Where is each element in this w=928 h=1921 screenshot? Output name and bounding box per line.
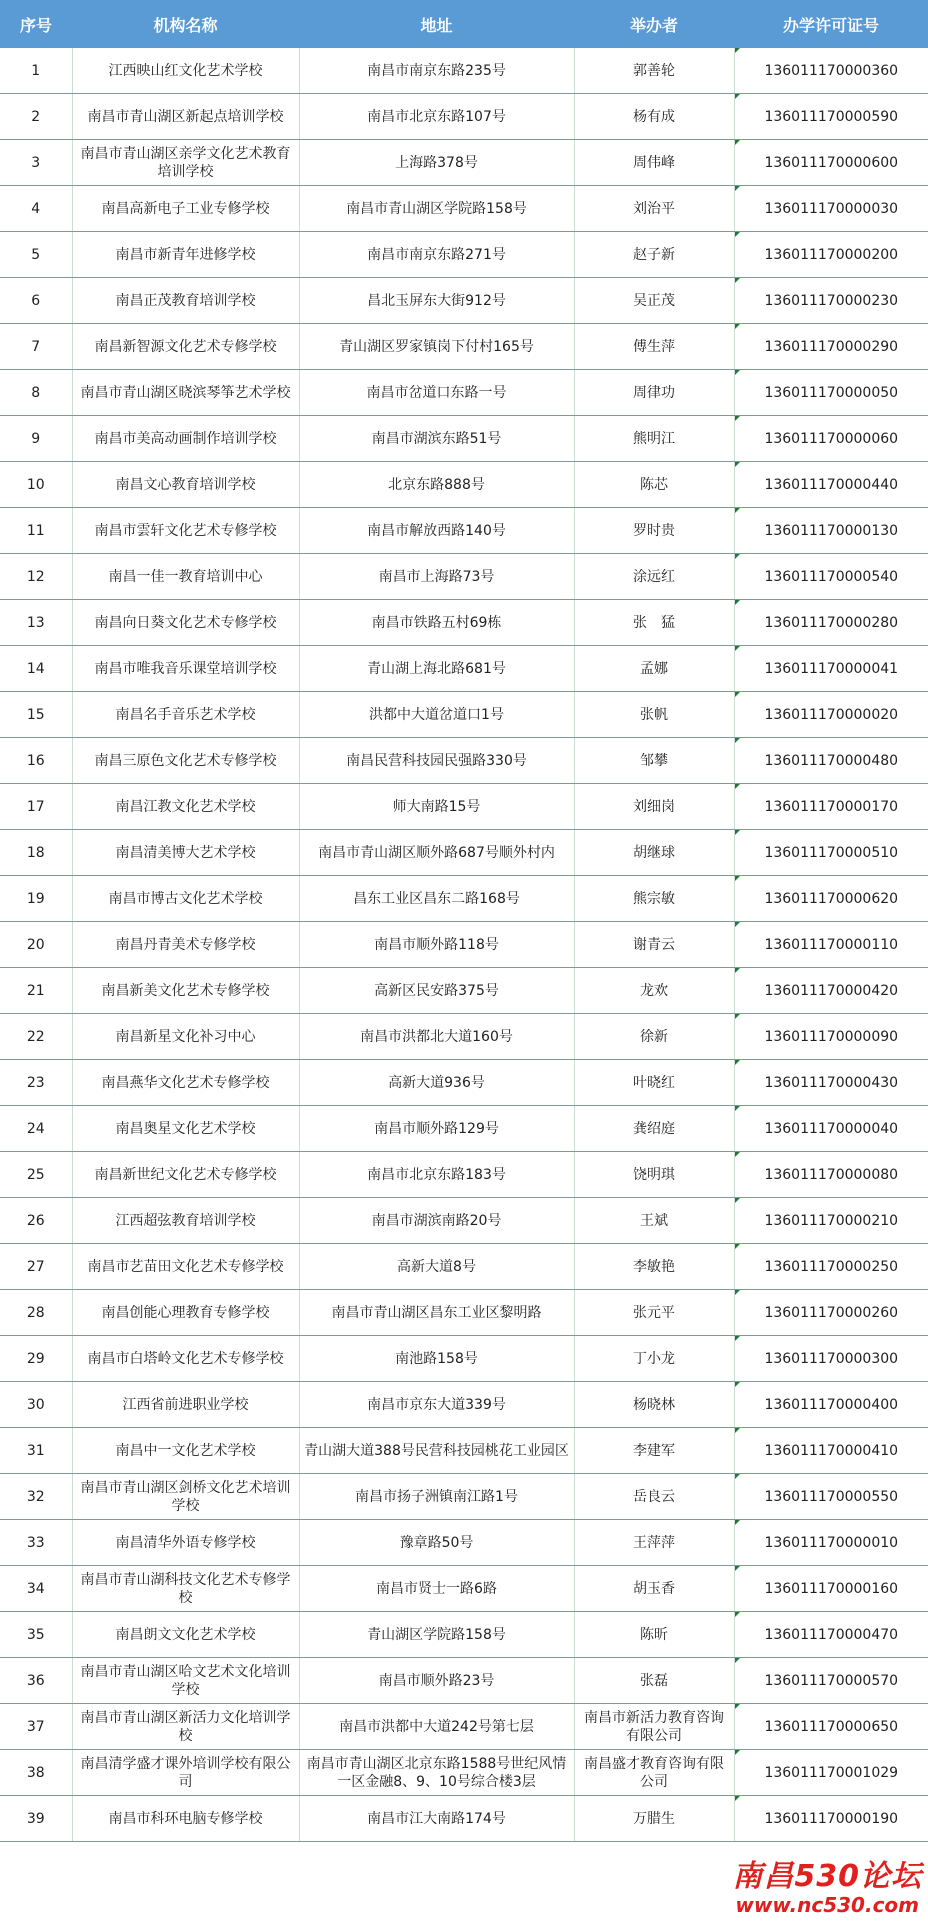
cell-license-number: 136011170000260: [734, 1290, 928, 1336]
table-row: [0, 186, 928, 232]
table-row: [0, 1750, 928, 1796]
cell-license-number: 136011170000440: [734, 462, 928, 508]
cell-institution-name: 南昌创能心理教育专修学校: [72, 1290, 299, 1336]
cell-license-number: 136011170000540: [734, 554, 928, 600]
table-row: [0, 508, 928, 554]
cell-license-number: 136011170000290: [734, 324, 928, 370]
cell-organizer: 张帆: [574, 692, 734, 738]
cell-organizer: 万腊生: [574, 1796, 734, 1842]
cell-index: 12: [0, 554, 72, 600]
cell-index: 6: [0, 278, 72, 324]
cell-address: 青山湖大道388号民营科技园桃花工业园区: [299, 1428, 574, 1474]
table-row: [0, 968, 928, 1014]
cell-index: 5: [0, 232, 72, 278]
cell-institution-name: 南昌新智源文化艺术专修学校: [72, 324, 299, 370]
cell-address: 青山湖上海北路681号: [299, 646, 574, 692]
cell-institution-name: 南昌市博古文化艺术学校: [72, 876, 299, 922]
table-row: [0, 600, 928, 646]
cell-license-number: 136011170000080: [734, 1152, 928, 1198]
cell-license-number: 136011170000010: [734, 1520, 928, 1566]
cell-organizer: 吴正茂: [574, 278, 734, 324]
cell-index: 37: [0, 1704, 72, 1750]
table-row: [0, 1382, 928, 1428]
cell-institution-name: 江西省前进职业学校: [72, 1382, 299, 1428]
cell-license-number: 136011170000570: [734, 1658, 928, 1704]
cell-institution-name: 南昌市雲轩文化艺术专修学校: [72, 508, 299, 554]
cell-institution-name: 南昌一佳一教育培训中心: [72, 554, 299, 600]
cell-license-number: 136011170000590: [734, 94, 928, 140]
cell-organizer: 熊明江: [574, 416, 734, 462]
cell-license-number: 136011170000110: [734, 922, 928, 968]
cell-license-number: 136011170000050: [734, 370, 928, 416]
table-row: [0, 462, 928, 508]
cell-license-number: 136011170000020: [734, 692, 928, 738]
cell-index: 8: [0, 370, 72, 416]
cell-address: 师大南路15号: [299, 784, 574, 830]
cell-license-number: 136011170000360: [734, 48, 928, 94]
cell-index: 25: [0, 1152, 72, 1198]
cell-organizer: 胡玉香: [574, 1566, 734, 1612]
cell-license-number: 136011170000470: [734, 1612, 928, 1658]
table-row: [0, 1106, 928, 1152]
cell-address: 南昌市北京东路183号: [299, 1152, 574, 1198]
cell-license-number: 136011170000210: [734, 1198, 928, 1244]
cell-address: 南昌市顺外路129号: [299, 1106, 574, 1152]
cell-institution-name: 南昌丹青美术专修学校: [72, 922, 299, 968]
cell-license-number: 136011170000160: [734, 1566, 928, 1612]
cell-organizer: 李建军: [574, 1428, 734, 1474]
table-body: [0, 48, 928, 1842]
cell-institution-name: 南昌清学盛才课外培训学校有限公司: [72, 1750, 299, 1796]
cell-organizer: 岳良云: [574, 1474, 734, 1520]
cell-address: 洪都中大道岔道口1号: [299, 692, 574, 738]
cell-index: 23: [0, 1060, 72, 1106]
cell-index: 19: [0, 876, 72, 922]
cell-institution-name: 南昌市唯我音乐课堂培训学校: [72, 646, 299, 692]
cell-institution-name: 南昌正茂教育培训学校: [72, 278, 299, 324]
cell-index: 17: [0, 784, 72, 830]
cell-index: 35: [0, 1612, 72, 1658]
cell-institution-name: 南昌清华外语专修学校: [72, 1520, 299, 1566]
cell-organizer: 孟娜: [574, 646, 734, 692]
header-license-number: 办学许可证号: [734, 0, 928, 48]
cell-address: 南昌市南京东路235号: [299, 48, 574, 94]
cell-index: 27: [0, 1244, 72, 1290]
cell-index: 22: [0, 1014, 72, 1060]
table-row: [0, 1566, 928, 1612]
cell-license-number: 136011170000620: [734, 876, 928, 922]
cell-organizer: 胡继球: [574, 830, 734, 876]
table-row: [0, 1658, 928, 1704]
header-row: [0, 0, 928, 48]
cell-index: 29: [0, 1336, 72, 1382]
cell-institution-name: 南昌市白塔岭文化艺术专修学校: [72, 1336, 299, 1382]
cell-organizer: 徐新: [574, 1014, 734, 1060]
table-row: [0, 1428, 928, 1474]
table-row: [0, 922, 928, 968]
cell-index: 34: [0, 1566, 72, 1612]
table-row: [0, 1290, 928, 1336]
cell-institution-name: 江西超弦教育培训学校: [72, 1198, 299, 1244]
cell-address: 昌东工业区昌东二路168号: [299, 876, 574, 922]
cell-organizer: 王萍萍: [574, 1520, 734, 1566]
cell-institution-name: 南昌市科环电脑专修学校: [72, 1796, 299, 1842]
cell-index: 38: [0, 1750, 72, 1796]
cell-organizer: 刘治平: [574, 186, 734, 232]
cell-address: 上海路378号: [299, 140, 574, 186]
cell-organizer: 熊宗敏: [574, 876, 734, 922]
cell-license-number: 136011170000510: [734, 830, 928, 876]
table-row: [0, 1198, 928, 1244]
cell-institution-name: 南昌新星文化补习中心: [72, 1014, 299, 1060]
cell-license-number: 136011170000200: [734, 232, 928, 278]
cell-address: 南昌市南京东路271号: [299, 232, 574, 278]
cell-institution-name: 南昌江教文化艺术学校: [72, 784, 299, 830]
cell-license-number: 136011170000041: [734, 646, 928, 692]
cell-address: 南昌市解放西路140号: [299, 508, 574, 554]
cell-institution-name: 南昌中一文化艺术学校: [72, 1428, 299, 1474]
table-row: [0, 1796, 928, 1842]
cell-address: 南昌市京东大道339号: [299, 1382, 574, 1428]
cell-index: 39: [0, 1796, 72, 1842]
cell-license-number: 136011170000090: [734, 1014, 928, 1060]
table-row: [0, 140, 928, 186]
header-index: 序号: [0, 0, 72, 48]
cell-organizer: 陈昕: [574, 1612, 734, 1658]
cell-address: 南昌市青山湖区北京东路1588号世纪风情一区金融8、9、10号综合楼3层: [299, 1750, 574, 1796]
cell-license-number: 136011170000250: [734, 1244, 928, 1290]
cell-index: 31: [0, 1428, 72, 1474]
cell-index: 18: [0, 830, 72, 876]
cell-organizer: 陈芯: [574, 462, 734, 508]
cell-organizer: 龚绍庭: [574, 1106, 734, 1152]
cell-index: 1: [0, 48, 72, 94]
table-row: [0, 830, 928, 876]
table-row: [0, 1152, 928, 1198]
cell-organizer: 丁小龙: [574, 1336, 734, 1382]
cell-license-number: 136011170000060: [734, 416, 928, 462]
cell-license-number: 136011170000280: [734, 600, 928, 646]
cell-address: 南昌市扬子洲镇南江路1号: [299, 1474, 574, 1520]
table-row: [0, 94, 928, 140]
table-row: [0, 1520, 928, 1566]
cell-institution-name: 南昌名手音乐艺术学校: [72, 692, 299, 738]
cell-index: 9: [0, 416, 72, 462]
cell-license-number: 136011170000550: [734, 1474, 928, 1520]
cell-license-number: 136011170000400: [734, 1382, 928, 1428]
cell-index: 7: [0, 324, 72, 370]
cell-index: 4: [0, 186, 72, 232]
cell-license-number: 136011170000410: [734, 1428, 928, 1474]
cell-address: 高新大道936号: [299, 1060, 574, 1106]
table-row: [0, 370, 928, 416]
cell-organizer: 李敏艳: [574, 1244, 734, 1290]
cell-institution-name: 南昌文心教育培训学校: [72, 462, 299, 508]
watermark-url: www.nc530.com: [735, 1893, 919, 1917]
cell-institution-name: 南昌高新电子工业专修学校: [72, 186, 299, 232]
cell-address: 南昌市顺外路23号: [299, 1658, 574, 1704]
cell-institution-name: 南昌市青山湖区剑桥文化艺术培训学校: [72, 1474, 299, 1520]
cell-institution-name: 南昌市艺苗田文化艺术专修学校: [72, 1244, 299, 1290]
cell-address: 高新区民安路375号: [299, 968, 574, 1014]
cell-index: 36: [0, 1658, 72, 1704]
cell-institution-name: 南昌市美高动画制作培训学校: [72, 416, 299, 462]
table-row: [0, 1060, 928, 1106]
cell-license-number: 136011170000030: [734, 186, 928, 232]
table-row: [0, 48, 928, 94]
cell-organizer: 饶明琪: [574, 1152, 734, 1198]
header-organizer: 举办者: [574, 0, 734, 48]
table-row: [0, 554, 928, 600]
table-row: [0, 278, 928, 324]
cell-organizer: 赵子新: [574, 232, 734, 278]
cell-organizer: 周伟峰: [574, 140, 734, 186]
cell-index: 21: [0, 968, 72, 1014]
cell-address: 南昌市洪都北大道160号: [299, 1014, 574, 1060]
cell-address: 南昌市青山湖区昌东工业区黎明路: [299, 1290, 574, 1336]
cell-address: 南昌市岔道口东路一号: [299, 370, 574, 416]
cell-institution-name: 南昌三原色文化艺术专修学校: [72, 738, 299, 784]
cell-organizer: 周律功: [574, 370, 734, 416]
table-row: [0, 738, 928, 784]
cell-address: 昌北玉屏东大街912号: [299, 278, 574, 324]
cell-address: 南池路158号: [299, 1336, 574, 1382]
cell-address: 高新大道8号: [299, 1244, 574, 1290]
cell-address: 南昌市北京东路107号: [299, 94, 574, 140]
table-row: [0, 646, 928, 692]
cell-institution-name: 南昌市青山湖区哈文艺术文化培训学校: [72, 1658, 299, 1704]
cell-license-number: 136011170000430: [734, 1060, 928, 1106]
cell-license-number: 136011170000130: [734, 508, 928, 554]
cell-institution-name: 南昌向日葵文化艺术专修学校: [72, 600, 299, 646]
cell-institution-name: 南昌市青山湖区亲学文化艺术教育培训学校: [72, 140, 299, 186]
cell-institution-name: 南昌市青山湖科技文化艺术专修学校: [72, 1566, 299, 1612]
cell-organizer: 张磊: [574, 1658, 734, 1704]
cell-index: 28: [0, 1290, 72, 1336]
cell-address: 南昌市铁路五村69栋: [299, 600, 574, 646]
cell-index: 2: [0, 94, 72, 140]
table-row: [0, 1474, 928, 1520]
cell-address: 南昌市湖滨南路20号: [299, 1198, 574, 1244]
table-row: [0, 692, 928, 738]
cell-address: 青山湖区学院路158号: [299, 1612, 574, 1658]
cell-license-number: 136011170000600: [734, 140, 928, 186]
cell-institution-name: 南昌燕华文化艺术专修学校: [72, 1060, 299, 1106]
cell-license-number: 136011170000300: [734, 1336, 928, 1382]
table-row: [0, 1336, 928, 1382]
cell-index: 16: [0, 738, 72, 784]
cell-institution-name: 南昌市新青年进修学校: [72, 232, 299, 278]
cell-license-number: 136011170000650: [734, 1704, 928, 1750]
cell-license-number: 136011170000170: [734, 784, 928, 830]
cell-organizer: 南昌盛才教育咨询有限公司: [574, 1750, 734, 1796]
cell-index: 11: [0, 508, 72, 554]
cell-organizer: 傅生萍: [574, 324, 734, 370]
cell-address: 南昌市顺外路118号: [299, 922, 574, 968]
cell-address: 南昌市贤士一路6路: [299, 1566, 574, 1612]
cell-institution-name: 南昌市青山湖区新活力文化培训学校: [72, 1704, 299, 1750]
cell-index: 24: [0, 1106, 72, 1152]
cell-index: 10: [0, 462, 72, 508]
cell-address: 南昌市上海路73号: [299, 554, 574, 600]
cell-license-number: 136011170000420: [734, 968, 928, 1014]
cell-address: 南昌市青山湖区顺外路687号顺外村内: [299, 830, 574, 876]
table-row: [0, 1704, 928, 1750]
cell-license-number: 136011170001029: [734, 1750, 928, 1796]
cell-address: 南昌市江大南路174号: [299, 1796, 574, 1842]
cell-address: 南昌市洪都中大道242号第七层: [299, 1704, 574, 1750]
watermark-title: 南昌530论坛: [732, 1858, 922, 1894]
cell-license-number: 136011170000040: [734, 1106, 928, 1152]
cell-address: 北京东路888号: [299, 462, 574, 508]
cell-institution-name: 南昌新美文化艺术专修学校: [72, 968, 299, 1014]
table-row: [0, 1244, 928, 1290]
cell-license-number: 136011170000230: [734, 278, 928, 324]
cell-address: 豫章路50号: [299, 1520, 574, 1566]
header-institution-name: 机构名称: [72, 0, 299, 48]
cell-address: 南昌民营科技园民强路330号: [299, 738, 574, 784]
cell-index: 14: [0, 646, 72, 692]
cell-index: 33: [0, 1520, 72, 1566]
cell-organizer: 邹攀: [574, 738, 734, 784]
table-row: [0, 416, 928, 462]
cell-license-number: 136011170000480: [734, 738, 928, 784]
cell-institution-name: 南昌市青山湖区新起点培训学校: [72, 94, 299, 140]
cell-index: 32: [0, 1474, 72, 1520]
cell-institution-name: 南昌新世纪文化艺术专修学校: [72, 1152, 299, 1198]
cell-address: 南昌市青山湖区学院路158号: [299, 186, 574, 232]
header-address: 地址: [299, 0, 574, 48]
cell-license-number: 136011170000190: [734, 1796, 928, 1842]
cell-institution-name: 南昌朗文文化艺术学校: [72, 1612, 299, 1658]
table-row: [0, 1014, 928, 1060]
table-row: [0, 232, 928, 278]
cell-index: 3: [0, 140, 72, 186]
cell-institution-name: 江西映山红文化艺术学校: [72, 48, 299, 94]
table-row: [0, 876, 928, 922]
cell-index: 30: [0, 1382, 72, 1428]
cell-organizer: 涂远红: [574, 554, 734, 600]
cell-institution-name: 南昌奥星文化艺术学校: [72, 1106, 299, 1152]
watermark-logo: [732, 1860, 922, 1918]
cell-organizer: 南昌市新活力教育咨询有限公司: [574, 1704, 734, 1750]
cell-organizer: 刘细岗: [574, 784, 734, 830]
cell-organizer: 张元平: [574, 1290, 734, 1336]
cell-organizer: 谢青云: [574, 922, 734, 968]
cell-organizer: 杨晓林: [574, 1382, 734, 1428]
cell-organizer: 龙欢: [574, 968, 734, 1014]
cell-organizer: 杨有成: [574, 94, 734, 140]
cell-index: 26: [0, 1198, 72, 1244]
cell-organizer: 叶晓红: [574, 1060, 734, 1106]
cell-organizer: 郭善轮: [574, 48, 734, 94]
table-row: [0, 324, 928, 370]
cell-index: 13: [0, 600, 72, 646]
cell-institution-name: 南昌清美博大艺术学校: [72, 830, 299, 876]
cell-address: 青山湖区罗家镇岗下付村165号: [299, 324, 574, 370]
cell-organizer: 王斌: [574, 1198, 734, 1244]
cell-address: 南昌市湖滨东路51号: [299, 416, 574, 462]
cell-organizer: 罗时贵: [574, 508, 734, 554]
cell-organizer: 张 猛: [574, 600, 734, 646]
cell-index: 20: [0, 922, 72, 968]
cell-index: 15: [0, 692, 72, 738]
table-row: [0, 784, 928, 830]
table-row: [0, 1612, 928, 1658]
cell-institution-name: 南昌市青山湖区晓滨琴筝艺术学校: [72, 370, 299, 416]
